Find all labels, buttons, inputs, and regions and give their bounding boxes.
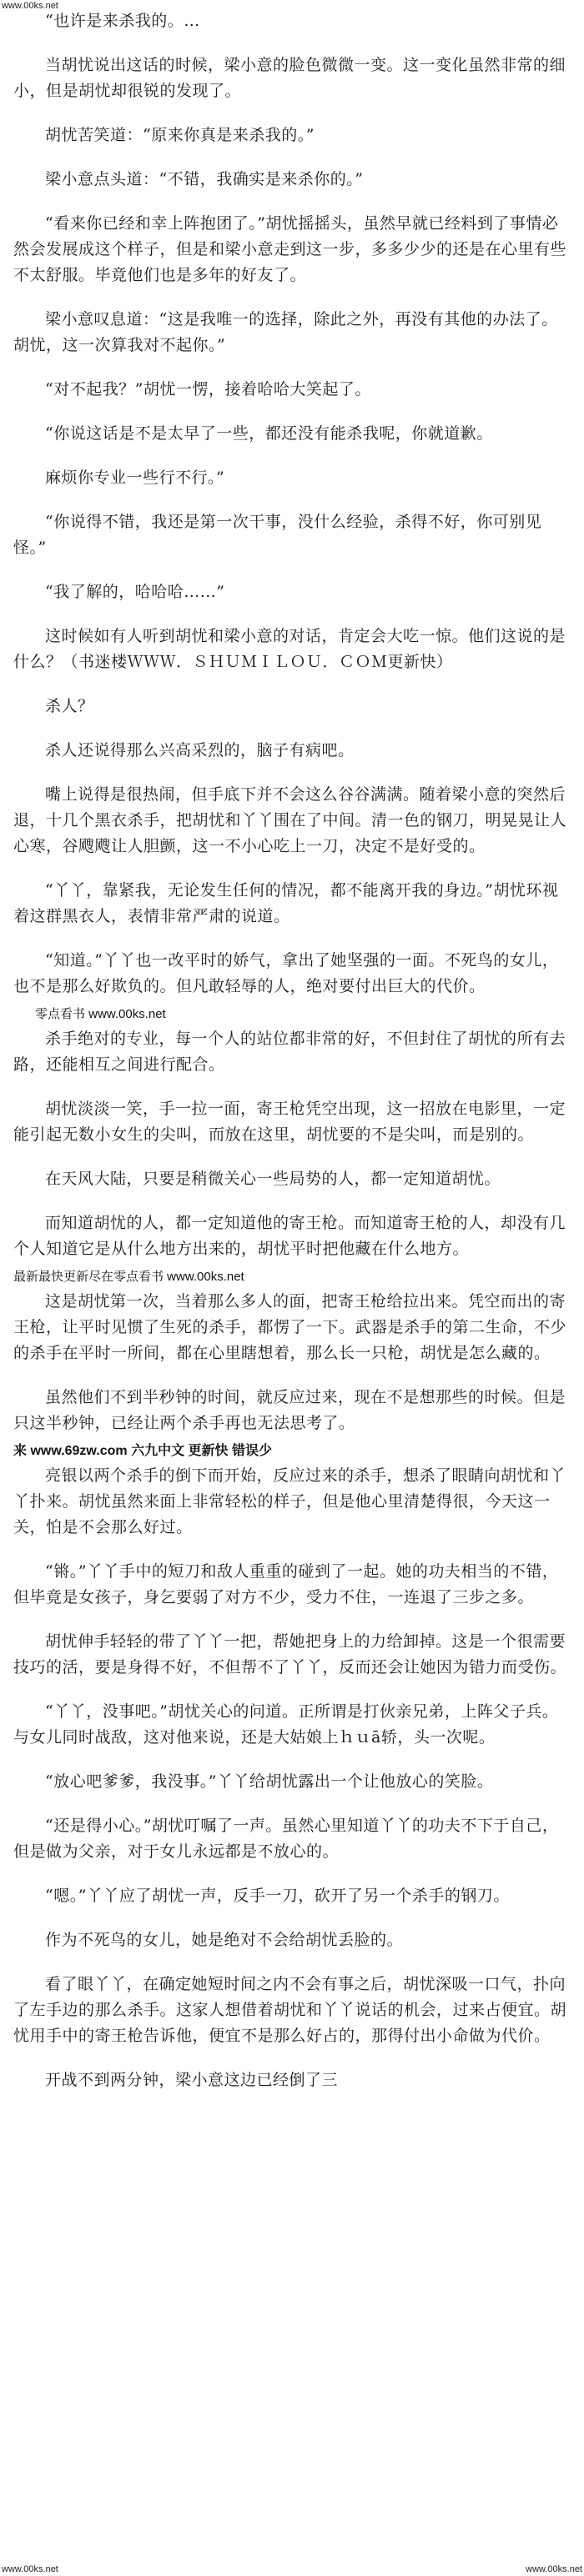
watermark-bottom-right: www.00ks.net: [526, 2564, 582, 2574]
paragraph: 看了眼丫丫，在确定她短时间之内不会有事之后，胡忧深吸一口气，扑向了左手边的那么杀手。这家人想借着胡忧和丫丫说话的机会，过来占便宜。胡忧用手中的寄王枪告诉他，便宜不是那么好占的，那得付出小命做为代价。: [13, 1975, 567, 2045]
paragraph: 作为不死鸟的女儿，她是绝对不会给胡忧丢脸的。: [45, 1931, 404, 1949]
paragraph: “还是得小心。”胡忧叮嘱了一声。虽然心里知道丫丫的功夫不下于自己，但是做为父亲，对于女儿永远都是不放心的。: [13, 1817, 559, 1861]
paragraph: 而知道胡忧的人，都一定知道他的寄王枪。而知道寄王枪的人，却没有几个人知道它是从什么地方出来的，胡忧平时把他藏在什么地方。: [13, 1214, 566, 1258]
site-note: 零点看书 www.00ks.net: [35, 1007, 166, 1021]
paragraph: “知道。”丫丫也一改平时的娇气，拿出了她坚强的一面。不死鸟的女儿，也不是那么好欺负的。但凡敢轻辱的人，绝对要付出巨大的代价。: [13, 951, 559, 995]
site-note: 来 www.69zw.com 六九中文 更新快 错误少: [13, 1444, 272, 1458]
paragraph: “看来你已经和幸上阵抱团了。”胡忧摇摇头，虽然早就已经料到了事情必然会发展成这个样子，但是和梁小意走到这一步，多多少少的还是在心里有些不太舒服。毕竟他们也是多年的好友了。: [13, 214, 567, 284]
paragraph: 这时候如有人听到胡忧和梁小意的对话，肯定会大吃一惊。他们这说的是什么？（书迷楼ＷＷＷ．ＳＨＵＭＩＬＯＵ．ＣＯＭ更新快）: [13, 627, 566, 671]
paragraph: “你说这话是不是太早了一些，都还没有能杀我呢，你就道歉。: [45, 424, 493, 443]
paragraph: 胡忧苦笑道：“原来你真是来杀我的。”: [45, 126, 315, 144]
paragraph: “丫丫，没事吧。”胡忧关心的问道。正所谓是打伙亲兄弟，上阵父子兵。与女儿同时战敌，这对他来说，还是大姑娘上ｈｕā轿，头一次呢。: [13, 1702, 559, 1747]
paragraph: “嗯。”丫丫应了胡忧一声，反手一刀，砍开了另一个杀手的钢刀。: [45, 1887, 510, 1905]
watermark-bottom-left: www.00ks.net: [2, 2564, 58, 2574]
paragraph: 胡忧伸手轻轻的带了丫丫一把，帮她把身上的力给卸掉。这是一个很需要技巧的活，要是身得不好，不但帮不了丫丫，反而还会让她因为错力而受伤。: [13, 1632, 567, 1676]
paragraph: 虽然他们不到半秒钟的时间，就反应过来，现在不是想那些的时候。但是只这半秒钟，已经让两个杀手再也无法思考了。: [13, 1388, 566, 1432]
paragraph: 梁小意点头道：“不错，我确实是来杀你的。”: [45, 170, 364, 188]
paragraph: “你说得不错，我还是第一次干事，没什么经验，杀得不好，你可别见怪。”: [13, 513, 542, 557]
site-note: 最新最快更新尽在零点看书 www.00ks.net: [13, 1270, 244, 1284]
paragraph: 开战不到两分钟，梁小意这边已经倒了三: [45, 2071, 339, 2089]
article-body: [13, 8, 571, 2112]
watermark-top: www.00ks.net: [2, 1, 58, 11]
paragraph: “放心吧爹爹，我没事。”丫丫给胡忧露出一个让他放心的笑脸。: [45, 1772, 494, 1791]
paragraph: 嘴上说得是很热闹，但手底下并不会这么谷谷满满。随着梁小意的突然后退，十几个黑衣杀手，把胡忧和丫丫围在了中间。清一色的钢刀，明晃晃让人心寒，谷飕飕让人胆颤，这一不小心吃上一刀，决定不是好受的。: [13, 785, 567, 855]
paragraph: 这是胡忧第一次，当着那么多人的面，把寄王枪给拉出来。凭空而出的寄王枪，让平时见惯了生死的杀手，都愣了一下。武器是杀手的第二生命，不少的杀手在平时一所间，都在心里瞎想着，那么长一只枪，胡忧是怎么藏的。: [13, 1292, 567, 1362]
paragraph: 麻烦你专业一些行不行。”: [45, 469, 225, 487]
paragraph: “锵。”丫丫手中的短刀和敌人重重的碰到了一起。她的功夫相当的不错，但毕竟是女孩子，身乞要弱了对方不少，受力不住，一连退了三步之多。: [13, 1562, 559, 1606]
paragraph: “我了解的，哈哈哈……”: [45, 583, 225, 601]
paragraph: 胡忧淡淡一笑，手一拉一面，寄王枪凭空出现，这一招放在电影里，一定能引起无数小女生的尖叫，而放在这里，胡忧要的不是尖叫，而是别的。: [13, 1100, 566, 1144]
paragraph: 杀人还说得那么兴高采烈的，脑子有病吧。: [45, 741, 355, 759]
paragraph: “也许是来杀我的。…: [45, 12, 200, 30]
paragraph: 杀人？: [45, 697, 94, 715]
paragraph: 亮银以两个杀手的倒下而开始，反应过来的杀手，想杀了眼睛向胡忧和丫丫扑来。胡忧虽然来面上非常轻松的样子，但是他心里清楚得很，今天这一关，怕是不会那么好过。: [13, 1466, 566, 1536]
paragraph: 梁小意叹息道：“这是我唯一的选择，除此之外，再没有其他的办法了。胡忧，这一次算我对不起你。”: [13, 310, 558, 354]
paragraph: 在天风大陆，只要是稍微关心一些局势的人，都一定知道胡忧。: [45, 1170, 501, 1188]
paragraph: “丫丫，靠紧我，无论发生任何的情况，都不能离开我的身边。”胡忧环视着这群黑衣人，表情非常严肃的说道。: [13, 881, 559, 925]
paragraph: “对不起我？”胡忧一愣，接着哈哈大笑起了。: [45, 380, 371, 398]
paragraph: 杀手绝对的专业，每一个人的站位都非常的好，不但封住了胡忧的所有去路，还能相互之间进行配合。: [13, 1030, 566, 1074]
paragraph: 当胡忧说出这话的时候，梁小意的脸色微微一变。这一变化虽然非常的细小，但是胡忧却很锐的发现了。: [13, 56, 566, 100]
